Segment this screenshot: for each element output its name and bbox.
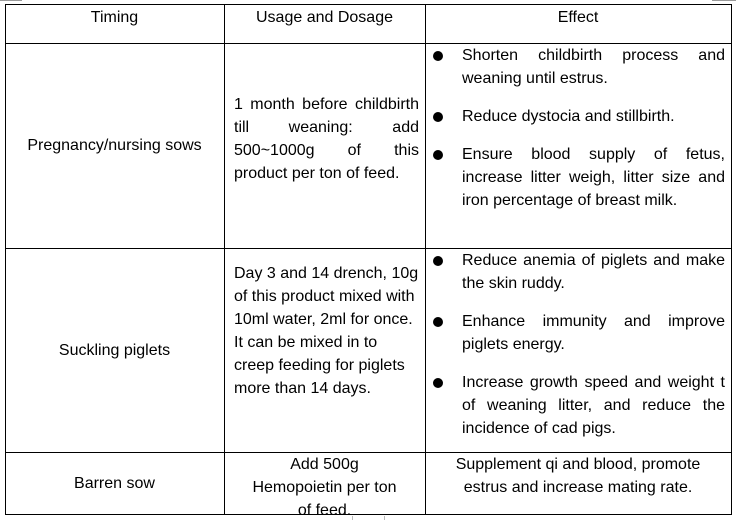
dosage-table — [5, 4, 732, 519]
crop-mark — [712, 0, 736, 6]
timing-text: Pregnancy/nursing sows — [27, 137, 202, 154]
bullet-icon — [433, 150, 443, 160]
effect-text: Reduce anemia of piglets and make the skin ruddy. — [462, 252, 725, 292]
effect-text: Shorten childbirth process and weaning until estrus. — [462, 47, 725, 87]
header-effect: Effect — [557, 8, 599, 26]
effect-text: Reduce dystocia and stillbirth. — [462, 108, 675, 125]
effect-list — [430, 249, 725, 440]
timing-cell — [5, 248, 224, 452]
effect-list — [430, 44, 725, 212]
effect-cell — [425, 453, 731, 499]
timing-cell — [5, 452, 224, 514]
timing-cell — [5, 43, 224, 248]
bullet-icon — [433, 51, 443, 61]
effect-item — [430, 249, 725, 295]
effect-item — [430, 105, 725, 128]
timing-text: Suckling piglets — [58, 341, 171, 359]
crop-mark — [352, 516, 353, 520]
column-divider-2 — [425, 4, 426, 515]
bullet-icon — [433, 112, 443, 122]
effect-cell — [430, 44, 725, 212]
effect-text: Enhance immunity and improve piglets energy. — [462, 313, 725, 353]
header-timing: Timing — [90, 8, 139, 26]
effect-text: Supplement qi and blood, promote estrus and increase mating rate. — [455, 456, 701, 496]
bullet-icon — [433, 317, 443, 327]
effect-text: Increase growth speed and weight t of weaning litter, and reduce the incidence of cad pigs. — [462, 374, 725, 437]
effect-text: Ensure blood supply of fetus, increase litter weigh, litter size and iron percentage of breast milk. — [462, 146, 725, 209]
effect-item — [430, 371, 725, 440]
bullet-icon — [433, 378, 443, 388]
crop-mark — [384, 516, 385, 520]
usage-text: Day 3 and 14 drench, 10g of this product mixed with 10ml water, 2ml for once. It can be mixed in to creep feeding for piglets more than 14 days. — [234, 265, 419, 397]
column-divider-1 — [224, 4, 225, 515]
crop-mark — [0, 0, 22, 6]
usage-text: 1 month before childbirth till weaning: add 500~1000g of this product per ton of feed. — [234, 96, 419, 182]
usage-text: Add 500g Hemopoietin per ton of feed. — [252, 456, 397, 519]
effect-cell — [430, 249, 725, 440]
effect-item — [430, 143, 725, 212]
header-usage: Usage and Dosage — [256, 8, 393, 26]
effect-item — [430, 310, 725, 356]
table-border-right — [731, 4, 732, 515]
usage-cell — [234, 262, 419, 400]
usage-cell — [234, 93, 419, 185]
usage-cell — [224, 453, 425, 522]
bullet-icon — [433, 256, 443, 266]
timing-text: Barren sow — [74, 474, 155, 492]
effect-item — [430, 44, 725, 90]
